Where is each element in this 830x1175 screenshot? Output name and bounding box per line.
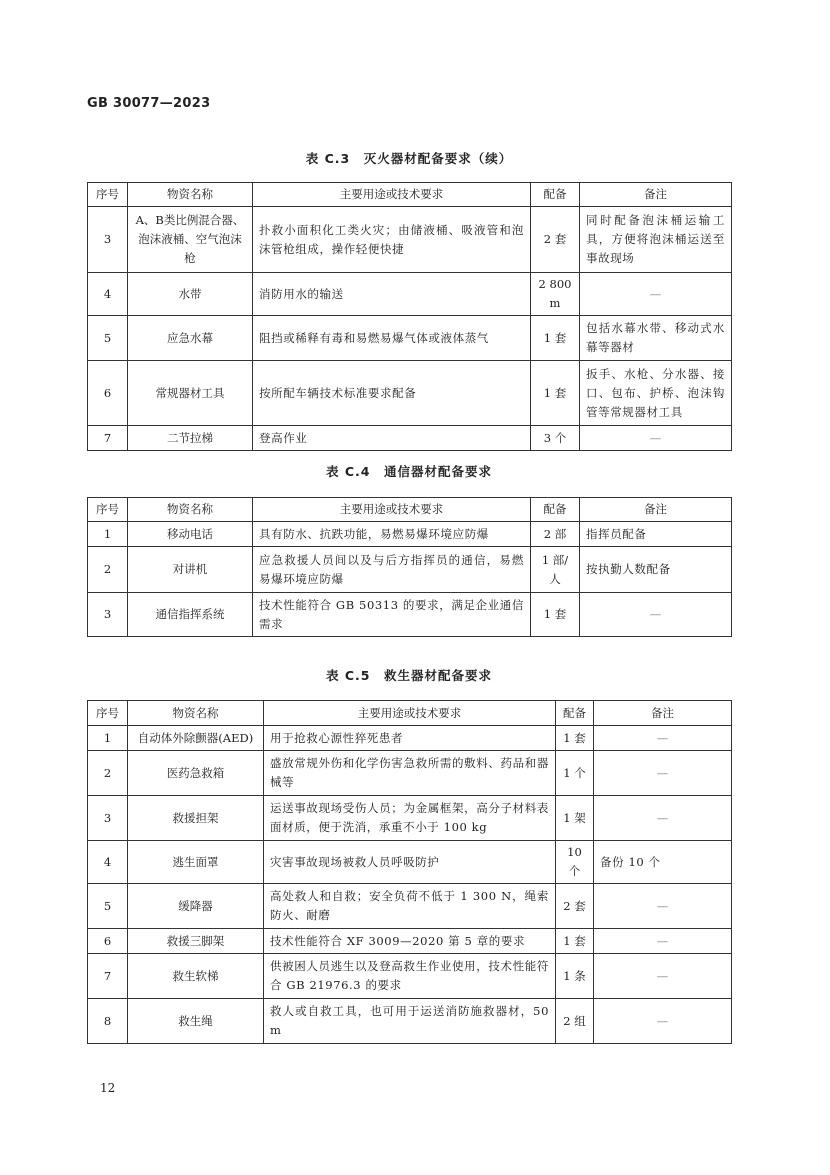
- table-row: [88, 547, 732, 593]
- col-quantity-cell: 1 架: [556, 796, 594, 841]
- col-quantity-cell: 1 部/人: [531, 547, 580, 593]
- col-item-name-cell: 二节拉梯: [128, 426, 253, 451]
- col-quantity-cell: 2 套: [531, 207, 580, 273]
- col-purpose-cell: 运送事故现场受伤人员；为金属框架，高分子材料表面材质，便于洗消，承重不小于 100 kg: [264, 796, 556, 841]
- table-row: [88, 207, 732, 273]
- col-index-cell: 2: [88, 547, 128, 593]
- col-index-cell: 6: [88, 361, 128, 426]
- table-row: [88, 726, 732, 751]
- table-c3: [87, 182, 732, 451]
- col-quantity-cell: 2 组: [556, 999, 594, 1044]
- col-remark-cell: —: [580, 426, 732, 451]
- col-remark-cell: 备份 10 个: [594, 841, 732, 884]
- col-item-name-cell: 对讲机: [128, 547, 253, 593]
- col-item-name-cell: 救援担架: [128, 796, 264, 841]
- col-purpose-cell: 阻挡或稀释有毒和易燃易爆气体或液体蒸气: [253, 316, 531, 361]
- table-row: [88, 841, 732, 884]
- table-row: [88, 796, 732, 841]
- table-row: [88, 361, 732, 426]
- header-row: [88, 183, 732, 207]
- col-index-cell: 5: [88, 316, 128, 361]
- col-remark-cell: —: [594, 954, 732, 999]
- col-remark-cell: —: [594, 999, 732, 1044]
- table-row: [88, 751, 732, 796]
- col-item-name-cell: 移动电话: [128, 522, 253, 547]
- col-index-cell: 1: [88, 522, 128, 547]
- col-remark-cell: —: [580, 593, 732, 637]
- col-item-name-cell: 救援三脚架: [128, 929, 264, 954]
- col-quantity-cell: 10 个: [556, 841, 594, 884]
- table-c4: [87, 497, 732, 637]
- col-remark-cell: 包括水幕水带、移动式水幕等器材: [580, 316, 732, 361]
- col-item-name-cell: 自动体外除颤器(AED): [128, 726, 264, 751]
- col-remark-cell: —: [580, 273, 732, 316]
- col-index-cell: 3: [88, 796, 128, 841]
- col-purpose-cell: 供被困人员逃生以及登高救生作业使用，技术性能符合 GB 21976.3 的要求: [264, 954, 556, 999]
- col-purpose-cell: 技术性能符合 XF 3009—2020 第 5 章的要求: [264, 929, 556, 954]
- standard-number: GB 30077—2023: [87, 96, 211, 111]
- col-index-cell: 2: [88, 751, 128, 796]
- table-row: [88, 593, 732, 637]
- col-purpose-cell: 扑救小面积化工类火灾；由储液桶、吸液管和泡沫管枪组成，操作轻便快捷: [253, 207, 531, 273]
- col-quantity-cell: 1 个: [556, 751, 594, 796]
- col-remark-cell: —: [594, 929, 732, 954]
- col-item-name-cell: 常规器材工具: [128, 361, 253, 426]
- col-purpose-cell: 用于抢救心源性猝死患者: [264, 726, 556, 751]
- col-item-name-cell: 应急水幕: [128, 316, 253, 361]
- col-quantity-cell: 1 套: [531, 361, 580, 426]
- header-row: [88, 701, 732, 726]
- col-quantity-header: 配备: [556, 701, 594, 726]
- col-index-cell: 7: [88, 954, 128, 999]
- col-index-cell: 4: [88, 273, 128, 316]
- col-item-name-cell: 缓降器: [128, 884, 264, 929]
- col-purpose-cell: 高处救人和自救；安全负荷不低于 1 300 N，绳索防火、耐磨: [264, 884, 556, 929]
- table-row: [88, 884, 732, 929]
- table-row: [88, 522, 732, 547]
- col-quantity-cell: 1 套: [556, 726, 594, 751]
- col-purpose-cell: 救人或自救工具，也可用于运送消防施救器材，50 m: [264, 999, 556, 1044]
- col-remark-cell: —: [594, 726, 732, 751]
- col-index-cell: 6: [88, 929, 128, 954]
- col-remark-cell: 同时配备泡沫桶运输工具，方便将泡沫桶运送至事故现场: [580, 207, 732, 273]
- col-purpose-cell: 消防用水的输送: [253, 273, 531, 316]
- col-item-name-cell: 逃生面罩: [128, 841, 264, 884]
- col-remark-cell: —: [594, 751, 732, 796]
- col-quantity-header: 配备: [531, 498, 580, 522]
- col-quantity-cell: 2 800 m: [531, 273, 580, 316]
- col-index-cell: 8: [88, 999, 128, 1044]
- col-item-name-cell: A、B类比例混合器、泡沫液桶、空气泡沫枪: [128, 207, 253, 273]
- col-quantity-cell: 1 套: [531, 316, 580, 361]
- table-c3-caption: 表 C.3 灭火器材配备要求（续）: [305, 151, 513, 166]
- col-quantity-header: 配备: [531, 183, 580, 207]
- col-remark-cell: —: [594, 884, 732, 929]
- col-remark-cell: 按执勤人数配备: [580, 547, 732, 593]
- col-quantity-cell: 3 个: [531, 426, 580, 451]
- col-item-name-header: 物资名称: [128, 183, 253, 207]
- table-c5: [87, 700, 732, 1044]
- table-c4-caption: 表 C.4 通信器材配备要求: [326, 464, 492, 479]
- page-number: 12: [100, 1081, 116, 1095]
- col-index-cell: 1: [88, 726, 128, 751]
- col-item-name-cell: 救生软梯: [128, 954, 264, 999]
- table-row: [88, 999, 732, 1044]
- col-quantity-cell: 1 套: [556, 929, 594, 954]
- col-quantity-cell: 1 套: [531, 593, 580, 637]
- col-quantity-cell: 2 套: [556, 884, 594, 929]
- col-purpose-cell: 具有防水、抗跌功能，易燃易爆环境应防爆: [253, 522, 531, 547]
- table-c5-caption: 表 C.5 救生器材配备要求: [326, 668, 492, 683]
- col-purpose-cell: 登高作业: [253, 426, 531, 451]
- col-item-name-header: 物资名称: [128, 701, 264, 726]
- col-purpose-cell: 按所配车辆技术标准要求配备: [253, 361, 531, 426]
- col-item-name-cell: 医药急救箱: [128, 751, 264, 796]
- col-index-header: 序号: [88, 701, 128, 726]
- col-index-header: 序号: [88, 498, 128, 522]
- col-quantity-cell: 1 条: [556, 954, 594, 999]
- col-index-cell: 7: [88, 426, 128, 451]
- col-remark-cell: 扳手、水枪、分水器、接口、包布、护桥、泡沫钩管等常规器材工具: [580, 361, 732, 426]
- col-index-cell: 5: [88, 884, 128, 929]
- col-purpose-cell: 灾害事故现场被救人员呼吸防护: [264, 841, 556, 884]
- col-remark-header: 备注: [580, 183, 732, 207]
- col-index-header: 序号: [88, 183, 128, 207]
- col-purpose-header: 主要用途或技术要求: [253, 498, 531, 522]
- table-row: [88, 929, 732, 954]
- col-remark-header: 备注: [594, 701, 732, 726]
- col-index-cell: 4: [88, 841, 128, 884]
- col-item-name-cell: 水带: [128, 273, 253, 316]
- col-index-cell: 3: [88, 593, 128, 637]
- table-row: [88, 426, 732, 451]
- header-row: [88, 498, 732, 522]
- col-purpose-cell: 应急救援人员间以及与后方指挥员的通信，易燃易爆环境应防爆: [253, 547, 531, 593]
- col-purpose-header: 主要用途或技术要求: [253, 183, 531, 207]
- col-item-name-header: 物资名称: [128, 498, 253, 522]
- col-purpose-header: 主要用途或技术要求: [264, 701, 556, 726]
- table-row: [88, 273, 732, 316]
- col-item-name-cell: 通信指挥系统: [128, 593, 253, 637]
- col-purpose-cell: 盛放常规外伤和化学伤害急救所需的敷料、药品和器械等: [264, 751, 556, 796]
- table-row: [88, 954, 732, 999]
- col-remark-header: 备注: [580, 498, 732, 522]
- table-row: [88, 316, 732, 361]
- col-remark-cell: —: [594, 796, 732, 841]
- col-quantity-cell: 2 部: [531, 522, 580, 547]
- col-purpose-cell: 技术性能符合 GB 50313 的要求，满足企业通信需求: [253, 593, 531, 637]
- col-remark-cell: 指挥员配备: [580, 522, 732, 547]
- col-index-cell: 3: [88, 207, 128, 273]
- col-item-name-cell: 救生绳: [128, 999, 264, 1044]
